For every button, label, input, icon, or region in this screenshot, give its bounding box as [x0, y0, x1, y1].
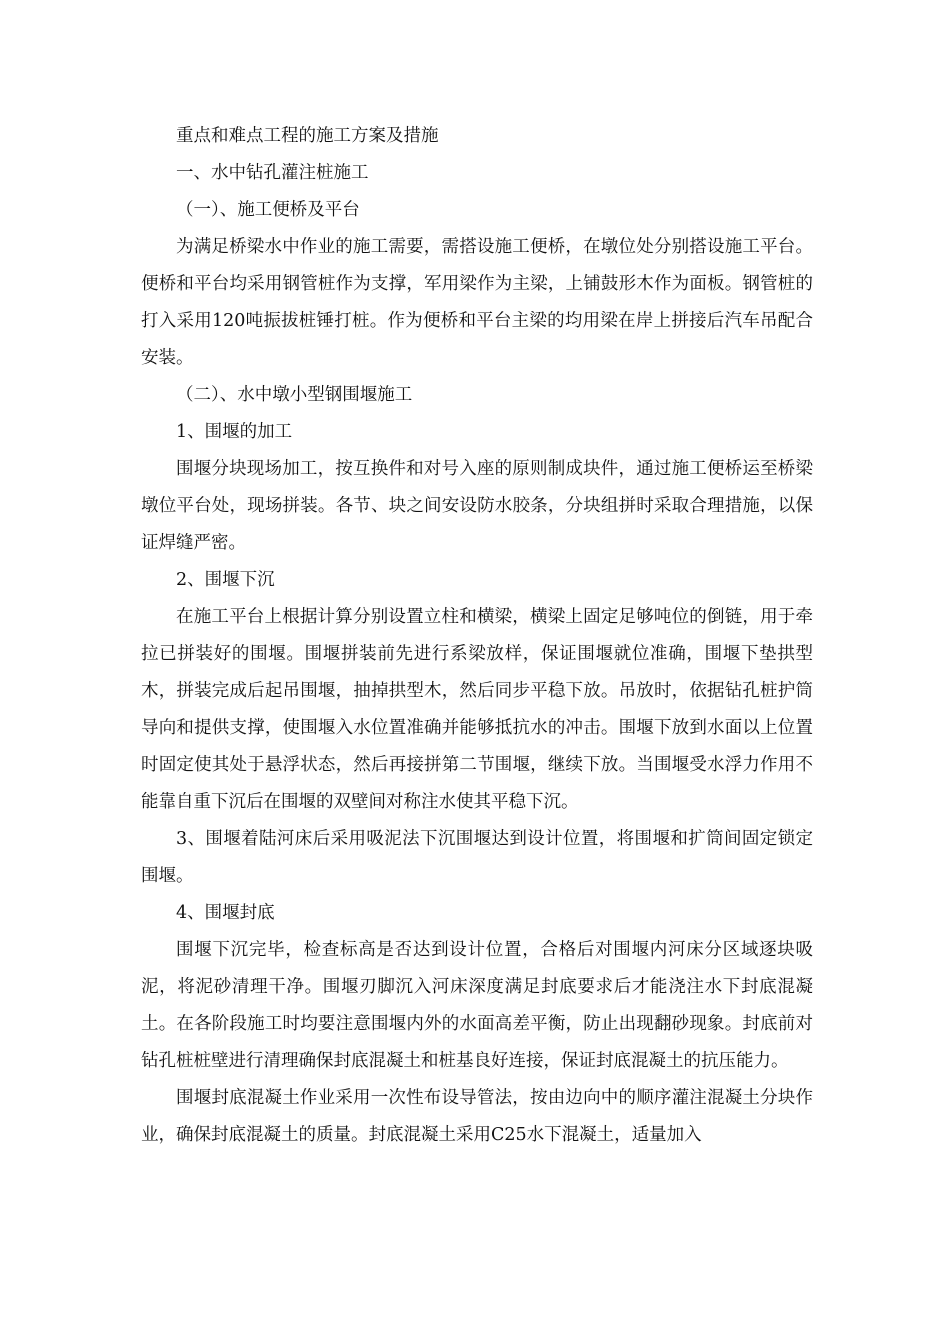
paragraph-item-1: 围堰分块现场加工，按互换件和对号入座的原则制成块件，通过施工便桥运至桥梁墩位平台处，现场拼装。各节、块之间安设防水胶条，分块组拼时采取合理措施，以保证焊缝严密。: [141, 459, 813, 553]
item-heading-2: 2、围堰下沉: [176, 570, 275, 590]
paragraph-item-2: 在施工平台上根据计算分别设置立柱和横梁，横梁上固定足够吨位的倒链，用于牵拉已拼装好的围堰。围堰拼装前先进行系梁放样，保证围堰就位准确，围堰下垫拱型木，拼装完成后起吊围堰，抽掉拱型木，然后同步平稳下放。吊放时，依据钻孔桩护筒导向和提供支撑，使围堰入水位置准确并能够抵抗水的冲击。围堰下放到水面以上位置时固定使其处于悬浮状态，然后再接拼第二节围堰，继续下放。当围堰受水浮力作用不能靠自重下沉后在围堰的双壁间对称注水使其平稳下沉。: [141, 607, 813, 812]
document-body: [141, 118, 813, 1154]
subsection-heading-2: （二）、水中墩小型钢围堰施工: [176, 385, 413, 405]
subsection-heading-1: （一）、施工便桥及平台: [176, 200, 360, 220]
item-heading-1: 1、围堰的加工: [176, 422, 293, 442]
paragraph-item-4a: 围堰下沉完毕，检查标高是否达到设计位置，合格后对围堰内河床分区域逐块吸泥，将泥砂清理干净。围堰刃脚沉入河床深度满足封底要求后才能浇注水下封底混凝土。在各阶段施工时均要注意围堰内外的水面高差平衡，防止出现翻砂现象。封底前对钻孔桩桩壁进行清理确保封底混凝土和桩基良好连接，保证封底混凝土的抗压能力。: [141, 940, 813, 1071]
paragraph-1: 为满足桥梁水中作业的施工需要，需搭设施工便桥，在墩位处分别搭设施工平台。便桥和平台均采用钢管桩作为支撑，军用梁作为主梁，上铺鼓形木作为面板。钢管桩的打入采用120吨振拔桩锤打桩。作为便桥和平台主梁的均用梁在岸上拼接后汽车吊配合安装。: [141, 237, 813, 368]
paragraph-item-4b: 围堰封底混凝土作业采用一次性布设导管法，按由边向中的顺序灌注混凝土分块作业，确保封底混凝土的质量。封底混凝土采用C25水下混凝土，适量加入: [141, 1088, 813, 1145]
section-heading-1: 一、水中钻孔灌注桩施工: [176, 163, 369, 183]
item-heading-4: 4、围堰封底: [176, 903, 275, 923]
document-title: 重点和难点工程的施工方案及措施: [176, 126, 439, 146]
paragraph-item-3: 3、围堰着陆河床后采用吸泥法下沉围堰达到设计位置，将围堰和扩筒间固定锁定围堰。: [141, 829, 813, 886]
